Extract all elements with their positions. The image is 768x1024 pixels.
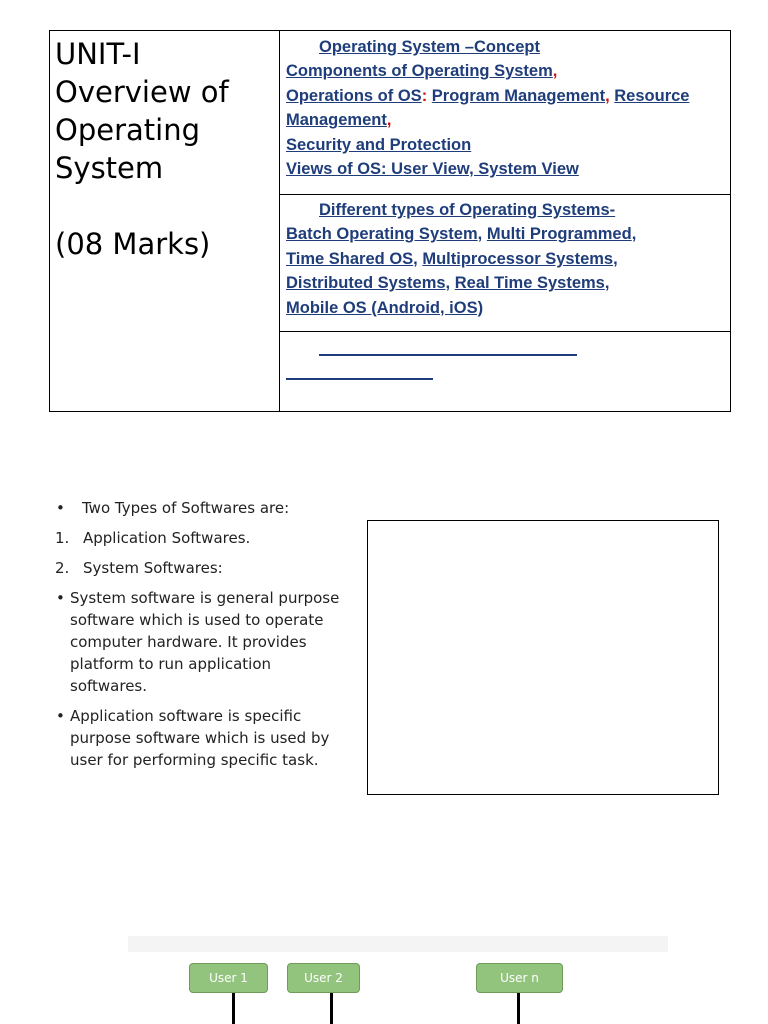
link-components[interactable]: Components of Operating System — [286, 62, 553, 81]
link-security[interactable]: Security and Protection — [286, 135, 472, 154]
connector-line — [517, 993, 520, 1024]
connector-line — [232, 993, 235, 1024]
unit-marks: (08 Marks) — [55, 227, 211, 261]
list-item — [55, 557, 346, 579]
blank-link-line — [286, 378, 433, 380]
note-text: System software is general purpose software which is used to operate computer hardware. It provides platform to run application softwares. — [70, 589, 340, 695]
link-os-concept[interactable]: Operating System –Concept — [319, 38, 540, 56]
software-types-notes — [56, 497, 346, 779]
user-1-box: User 1 — [189, 963, 268, 993]
list-item — [55, 527, 346, 549]
list-item — [56, 705, 346, 771]
link-real-time[interactable]: Real Time Systems — [454, 274, 605, 293]
unit-title-line: Operating — [55, 113, 200, 147]
topics-row-blank — [280, 332, 730, 411]
list-number: 2. — [55, 559, 70, 577]
link-resource-management-cont[interactable]: Management — [286, 111, 387, 130]
unit-title-line: System — [55, 151, 164, 185]
unit-title-line: UNIT-I — [55, 37, 141, 71]
diagram-header-band — [128, 936, 668, 952]
bullet: • — [56, 499, 65, 517]
list-number: 1. — [55, 529, 70, 547]
link-distributed[interactable]: Distributed Systems — [286, 274, 446, 293]
unit-title-line: Overview of — [55, 75, 229, 109]
users-diagram — [128, 936, 668, 1024]
image-placeholder-box — [367, 520, 719, 795]
connector-line — [330, 993, 333, 1024]
note-text: Application Softwares. — [83, 529, 251, 547]
list-item — [56, 497, 346, 519]
bullet: • — [56, 589, 65, 607]
link-multiprocessor[interactable]: Multiprocessor Systems — [422, 249, 614, 268]
note-text: Two Types of Softwares are: — [82, 499, 290, 517]
topics-row-concepts: Operating System –Concept Components of Operating System, Operations of OS: Program Management, Resource Management, Security and Protection Views of OS: User View, System View — [280, 31, 730, 195]
blank-link-line — [319, 354, 577, 356]
link-views[interactable]: Views of OS: User View, System View — [286, 160, 579, 179]
link-os-types[interactable]: Different types of Operating Systems- — [319, 201, 616, 219]
link-mobile-os[interactable]: Mobile OS (Android, iOS) — [286, 298, 484, 317]
list-item — [56, 587, 346, 697]
bullet: • — [56, 707, 65, 725]
user-n-box: User n — [476, 963, 563, 993]
note-text: Application software is specific purpose software which is used by user for performing specific task. — [70, 707, 330, 769]
link-program-management[interactable]: Program Management — [431, 86, 606, 105]
unit-title-cell — [50, 31, 280, 411]
link-resource-management[interactable]: Resource — [614, 86, 690, 105]
note-text: System Softwares: — [83, 559, 223, 577]
link-operations[interactable]: Operations of OS — [286, 86, 422, 105]
link-batch-os[interactable]: Batch Operating System — [286, 225, 478, 244]
unit-overview-table — [49, 30, 731, 412]
user-2-box: User 2 — [287, 963, 360, 993]
topics-row-types: Different types of Operating Systems- Batch Operating System, Multi Programmed, Time Shared OS, Multiprocessor Systems, Distributed Systems, Real Time Systems, Mobile OS (Android, iOS) — [280, 195, 730, 332]
link-time-shared[interactable]: Time Shared OS — [286, 249, 414, 268]
link-multi-programmed[interactable]: Multi Programmed — [486, 225, 632, 244]
